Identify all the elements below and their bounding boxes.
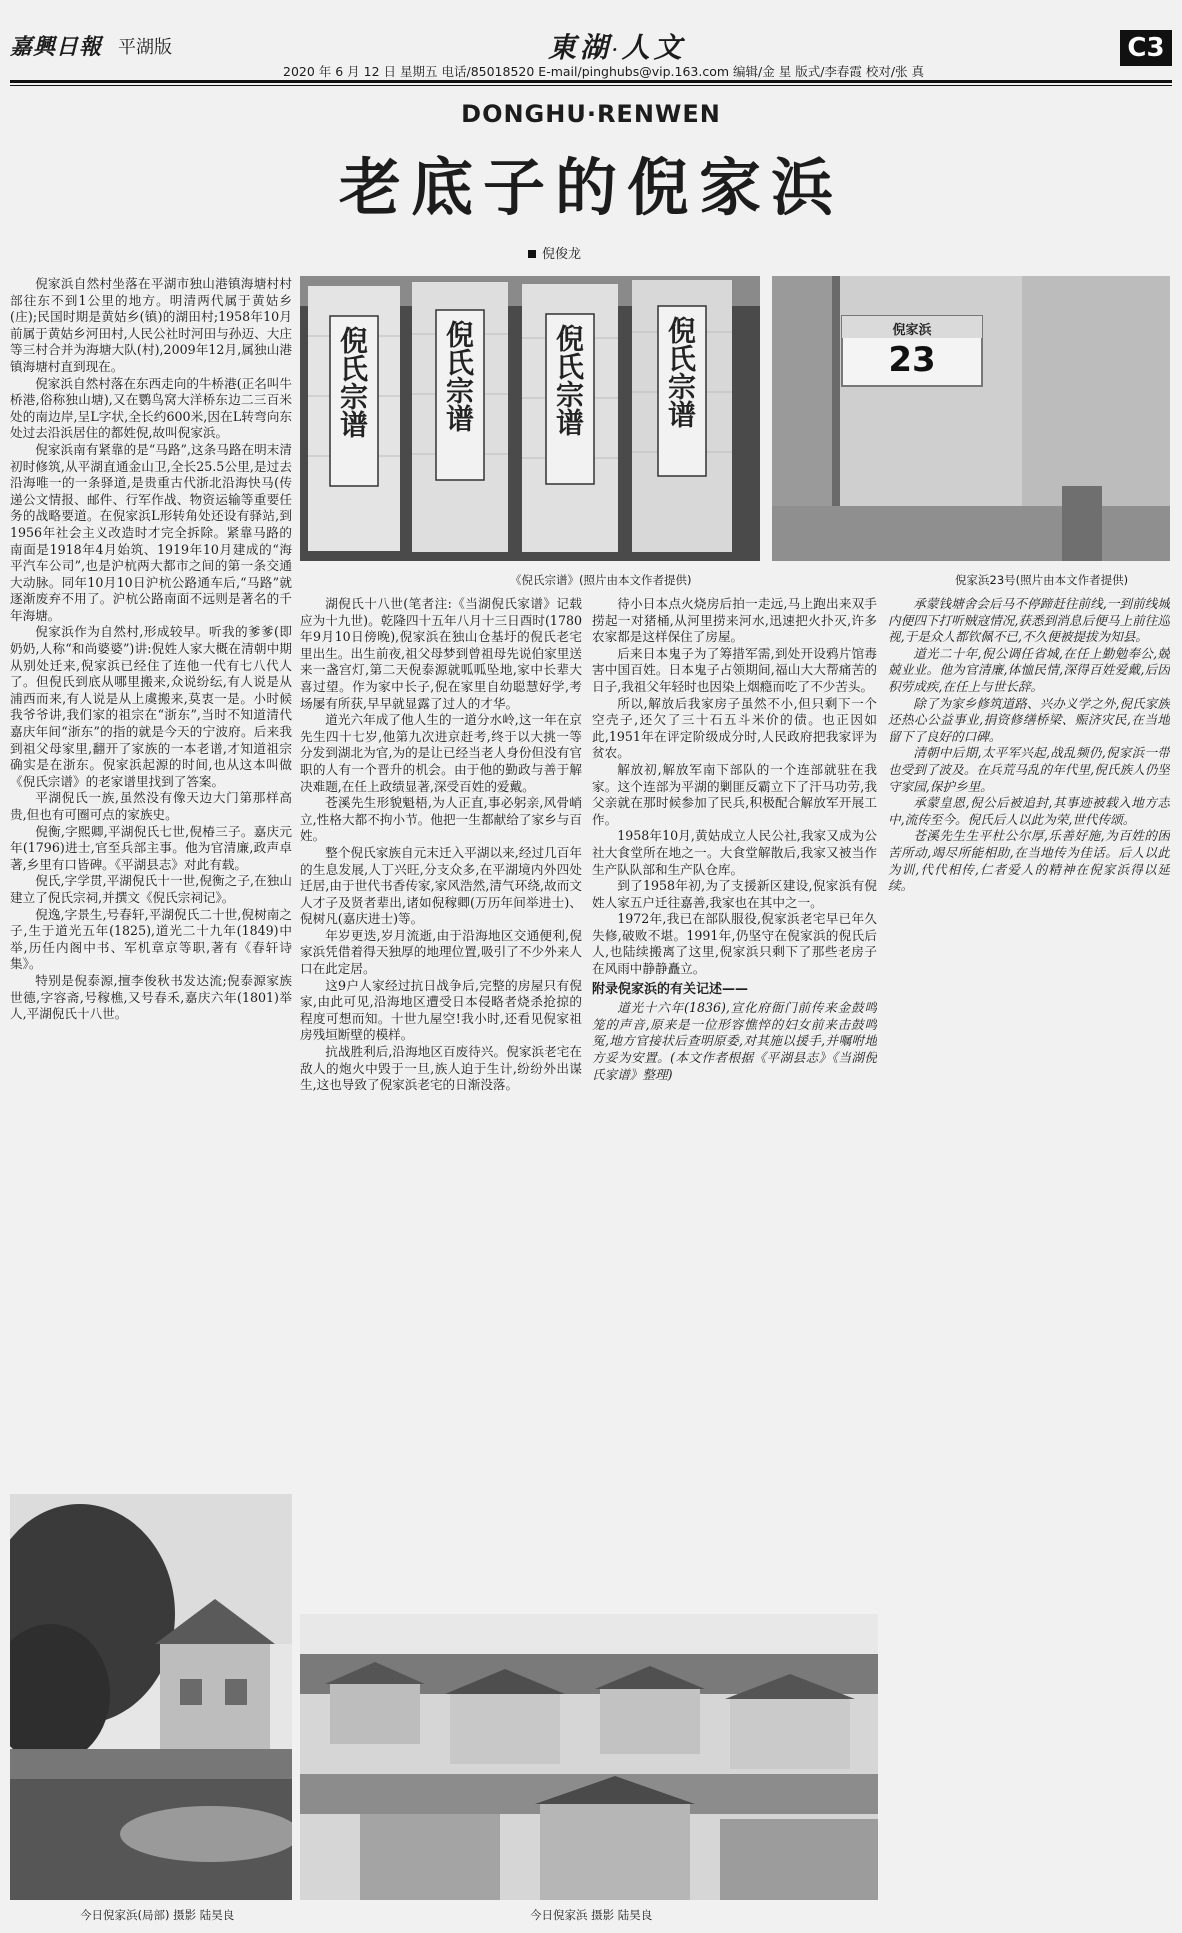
appendix-title: 附录倪家浜的有关记述——: [592, 981, 749, 997]
genealogy-photo: [300, 276, 760, 561]
article-paragraph: 湖倪氏十八世(笔者注:《当湖倪氏家谱》记载应为十九世)。乾隆四十五年八月十三日酉时(1780年9月10日傍晚),倪家浜在独山仓基圩的倪氏老宅里出生。出生前夜,祖父母梦到曾祖母先说伯家里送来一盏宫灯,第二天倪泰源就呱呱坠地,家中长辈大喜过望。作为家中长子,倪在家里自幼聪慧好学,考场屡有所获,早早就显露了过人的才华。: [300, 596, 582, 711]
article-paragraph: 道光六年成了他人生的一道分水岭,这一年在京先生四十七岁,他第九次进京赶考,终于以大挑一等分发到湖北为官,为的是让已经当老人身份但没有官职的人有一个晋升的机会。由于他的勤政与善于解决难题,在任上政绩显著,深受百姓的爱戴。: [300, 712, 582, 794]
article-paragraph: 倪家浜作为自然村,形成较早。听我的爹爹(即奶奶,人称“和尚婆婆”)讲:倪姓人家大概在清朝中期从别处迁来,倪家浜已经住了连他一代有七八代人了。但倪氏到底从哪里搬来,众说纷纭,有人说是从浦西而来,有人说是从上虞搬来,莫衷一是。小时候我爷爷讲,我们家的祖宗在“浙东”,当时不知道清代嘉庆年间“浙东”的指的就是今天的宁波府。后来我到祖父母家里,翻开了家族的一本老谱,才知道祖宗确实是在浙东。倪家浜起源的时间,也从这本叫做《倪氏宗谱》的老家谱里找到了答案。: [10, 624, 292, 789]
article-paragraph: 到了1958年初,为了支援新区建设,倪家浜有倪姓人家五户迁往嘉善,我家也在其中之一。: [592, 878, 877, 910]
article-paragraph: 年岁更迭,岁月流逝,由于沿海地区交通便利,倪家浜凭借着得天独厚的地理位置,吸引了不少外来人口在此定居。: [300, 927, 582, 977]
article-paragraph: 1972年,我已在部队服役,倪家浜老宅早已年久失修,破败不堪。1991年,仍坚守在倪家浜的倪氏后人,也陆续搬离了这里,倪家浜只剩下了那些老房子在风雨中静静矗立。: [592, 911, 877, 977]
article-column-2: [300, 596, 582, 1476]
article-column-3: [592, 596, 877, 1606]
genealogy-book-title-1: 倪氏宗谱: [336, 326, 369, 438]
headline: 老底子的倪家浜: [338, 151, 843, 224]
village-corner-image: [10, 1494, 292, 1900]
column-logo-dot: ·: [612, 40, 622, 59]
doorplate-photo-caption: 倪家浜23号(照片由本文作者提供): [955, 573, 1129, 587]
masthead-rule-thin: [10, 85, 1172, 86]
village-aerial-image: [300, 1614, 878, 1900]
article-paragraph: 抗战胜利后,沿海地区百废待兴。倪家浜老宅在敌人的炮火中毁于一旦,族人迫于生计,纷纷外出谋生,这也导致了倪家浜老宅的日渐没落。: [300, 1044, 582, 1093]
genealogy-book-title-4: 倪氏宗谱: [664, 316, 697, 428]
genealogy-book-title-2: 倪氏宗谱: [442, 320, 475, 432]
doorplate-house-number: 23: [888, 340, 936, 380]
byline: [528, 243, 581, 262]
author-name: 倪俊龙: [542, 247, 582, 262]
article-paragraph: 倪衡,字熙卿,平湖倪氏七世,倪椿三子。嘉庆元年(1796)进士,官至兵部主事。他为官清廉,政声卓著,乡里有口皆碑。《平湖县志》对此有载。: [10, 823, 292, 872]
newspaper-logo: 嘉興日報: [10, 34, 103, 60]
date-contact-line: 2020 年 6 月 12 日 星期五 电话/85018520 E-mail/pinghubs@vip.163.com 编辑/金 星 版式/李春霞 校对/张 真: [283, 64, 925, 79]
article-paragraph: 倪逸,字景生,号春轩,平湖倪氏二十世,倪树南之子,生于道光五年(1825),道光二十九年(1849)中举,历任内阁中书、军机章京等职,著有《春轩诗集》。: [10, 906, 292, 972]
byline-square-icon: [528, 250, 536, 258]
masthead: [0, 0, 1182, 79]
article-paragraph: 苍溪先生生平杜公尔厚,乐善好施,为百姓的困苦所动,竭尽所能相助,在当地传为佳话。后人以此为训,代代相传,仁者爱人的精神在倪家浜得以延续。: [888, 828, 1170, 894]
article-paragraph: 1958年10月,黄姑成立人民公社,我家又成为公社大食堂所在地之一。大食堂解散后,我家又被当作生产队队部和生产队仓库。: [592, 828, 877, 877]
article-paragraph: 这9户人家经过抗日战争后,完整的房屋只有倪家,由此可见,沿海地区遭受日本侵略者烧杀抢掠的程度可想而知。十世九屋空!我小时,还看见倪家祖房残垣断壁的模样。: [300, 977, 582, 1043]
village-corner-caption: 今日倪家浜(局部) 摄影 陆昊良: [80, 1908, 235, 1922]
article-paragraph: 所以,解放后我家房子虽然不小,但只剩下一个空壳子,还欠了三十石五斗米价的债。也正因如此,1951年在评定阶级成分时,人民政府把我家评为贫农。: [592, 695, 877, 761]
genealogy-book-title-3: 倪氏宗谱: [552, 324, 585, 436]
section-pinyin: DONGHU·RENWEN: [461, 100, 721, 128]
genealogy-photo-caption: 《倪氏宗谱》(照片由本文作者提供): [510, 573, 692, 587]
doorplate-village-name: 倪家浜: [892, 323, 932, 338]
article-paragraph: 倪家浜自然村坐落在平湖市独山港镇海塘村村部往东不到1公里的地方。明清两代属于黄姑乡(庄);民国时期是黄姑乡(镇)的湖田村;1958年10月前属于黄姑乡河田村,人民公社时河田与孙迈、大庄等三村合并为海塘大队(村),2009年12月,属独山港镇海塘村直到现在。: [10, 276, 292, 374]
article-paragraph: 承蒙钱塘舍会后马不停蹄赶往前线,一到前线城内便四下打听贼寇情况,获悉到消息后便马上前往巡视,于是众人都钦佩不已,不久便被提拔为知县。: [888, 596, 1170, 645]
column-logo-part-a: 東湖: [548, 31, 613, 64]
article-paragraph: 平湖倪氏一族,虽然没有像天边大门第那样高贵,但也有可圈可点的家族史。: [10, 790, 292, 822]
article-paragraph: 清朝中后期,太平军兴起,战乱频仍,倪家浜一带也受到了波及。在兵荒马乱的年代里,倪氏族人仍坚守家园,保护乡里。: [888, 745, 1170, 794]
article-paragraph: 倪家浜南有紧靠的是“马路”,这条马路在明末清初时修筑,从平湖直通金山卫,全长25.5公里,是过去沿海唯一的一条驿道,是贵重古代浙北沿海快马(传递公文情报、邮件、行军作战、物资运输等重要任务的战略要道。在倪家浜L形转角处还设有驿站,到1956年社会主义改造时才完全拆除。紧靠马路的南面是1918年4月始筑、1919年10月建成的“海平汽车公司”,也是沪杭两大都市之间的第一条交通大动脉。同年10月10日沪杭公路通车后,“马路”就逐渐废弃不用了。沪杭公路南面不远则是著名的千年海塘。: [10, 441, 292, 623]
village-photo-caption: 今日倪家浜 摄影 陆昊良: [530, 1908, 653, 1922]
article-paragraph: 苍溪先生形貌魁梧,为人正直,事必躬亲,风骨峭立,性格大都不拘小节。他把一生都献给了家乡与百姓。: [300, 795, 582, 844]
article-paragraph: 倪家浜自然村落在东西走向的牛桥港(正名叫牛桥港,俗称独山塘),又在鹦鸟窝大洋桥东边二三百米处的南边岸,呈L字状,全长约600米,因在L转弯向东处过去沿浜居住的都姓倪,故叫倪家浜。: [10, 375, 292, 441]
article-paragraph: 整个倪氏家族自元末迁入平湖以来,经过几百年的生息发展,人丁兴旺,分支众多,在平湖境内外四处迁居,由于世代书香传家,家风浩然,清气环绕,故而文人才子及贤者辈出,诸如倪稼卿(万历年间举进士)、倪树凡(嘉庆进士)等。: [300, 844, 582, 927]
article-paragraph: 后来日本鬼子为了筹措军需,到处开设鸦片馆毒害中国百姓。日本鬼子占领期间,福山大大帮痛苦的日子,我祖父年轻时也因染上烟瘾而吃了不少苦头。: [592, 645, 877, 694]
article-paragraph: 道光二十年,倪公调任省城,在任上勤勉奉公,兢兢业业。他为官清廉,体恤民情,深得百姓爱戴,后因积劳成疾,在任上与世长辞。: [888, 645, 1170, 694]
doorplate-photo: [772, 276, 1170, 561]
page-number-badge: C3: [1120, 30, 1172, 66]
article-paragraph: 倪氏,字学贯,平湖倪氏十一世,倪衡之子,在独山建立了倪氏宗祠,并撰文《倪氏宗祠记》。: [10, 873, 292, 905]
column-logo-part-b: 人文: [621, 31, 686, 64]
article-paragraph: 解放初,解放军南下部队的一个连部就驻在我家。这个连部为平湖的剿匪反霸立下了汗马功劳,我父亲就在那时候参加了民兵,积极配合解放军开展工作。: [592, 761, 877, 827]
article-paragraph: 除了为家乡修筑道路、兴办义学之外,倪氏家族还热心公益事业,捐资修缮桥梁、赈济灾民,在当地留下了良好的口碑。: [888, 695, 1170, 744]
article-paragraph: 承蒙皇恩,倪公后被追封,其事迹被载入地方志中,流传至今。倪氏后人以此为荣,世代传颂。: [888, 795, 1170, 827]
appendix-body: 道光十六年(1836),宣化府衙门前传来金鼓鸣笼的声音,原来是一位形容憔悴的妇女前来击鼓鸣冤,地方官接状后查明原委,对其施以援手,并嘱咐地方妥为安置。(本文作者根据《平湖县志》《当湖倪氏家谱》整理): [592, 1000, 877, 1082]
article-column-4: [888, 596, 1170, 1921]
village-photo: [300, 1614, 878, 1900]
village-corner-photo: [10, 1494, 292, 1900]
article-paragraph: 待小日本点火烧房后拍一走远,马上跑出来双手捞起一对猪桶,从河里捞来河水,迅速把火扑灭,许多农家都是这样保住了房屋。: [592, 596, 877, 645]
masthead-rule: [10, 80, 1172, 83]
article-paragraph: 特别是倪泰源,擅李俊秋书发达流;倪泰源家族世德,字容斋,号稼樵,又号春禾,嘉庆六年(1801)举人,平湖倪氏十八世。: [10, 972, 292, 1022]
edition-label: 平湖版: [118, 37, 172, 58]
column-logo: [548, 26, 686, 66]
article-column-1: [10, 276, 292, 1486]
